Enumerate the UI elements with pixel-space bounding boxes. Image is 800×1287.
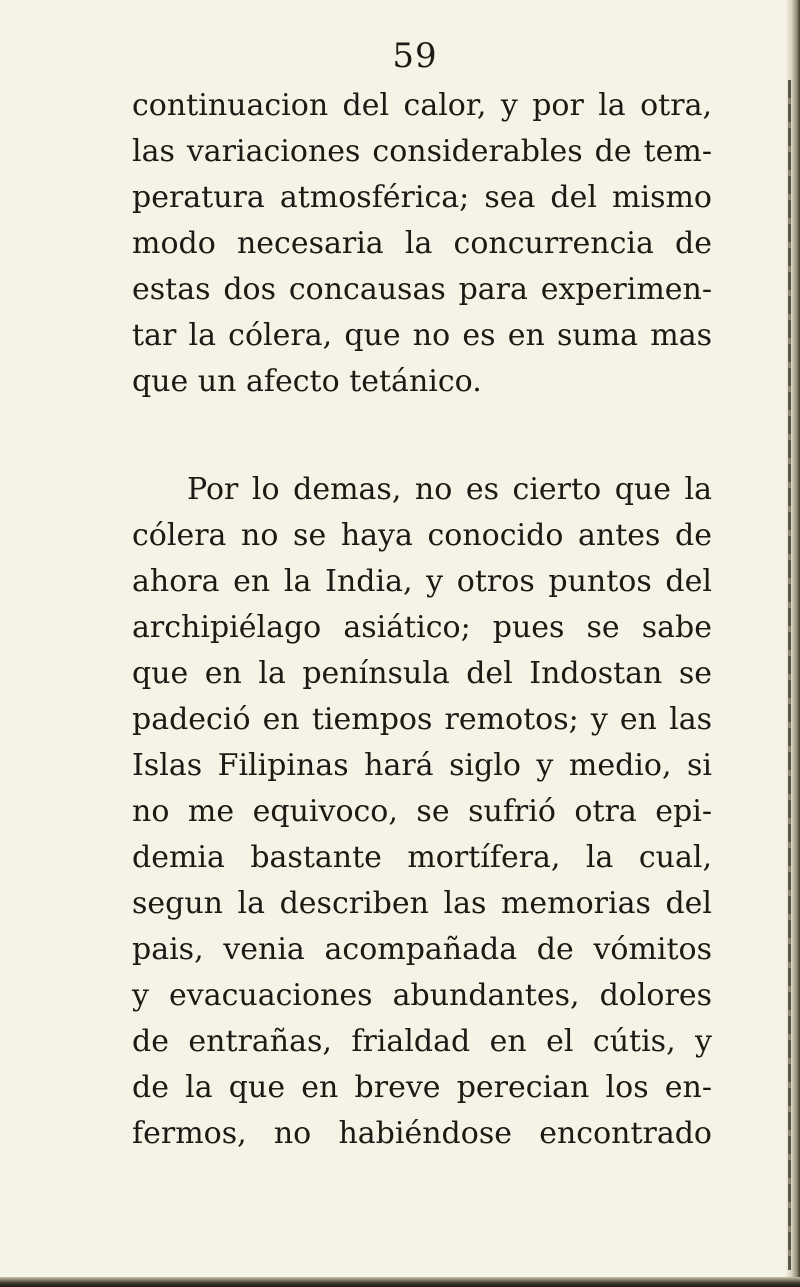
text-line: y evacuaciones abundantes, dolores bbox=[132, 978, 712, 1013]
text-line: continuacion del calor, y por la otra, bbox=[132, 88, 712, 123]
text-line: las variaciones considerables de tem- bbox=[132, 134, 712, 169]
text-line: cólera no se haya conocido antes de bbox=[132, 518, 712, 553]
text-line: peratura atmosférica; sea del mismo bbox=[132, 180, 712, 215]
text-line: archipiélago asiático; pues se sabe bbox=[132, 610, 712, 645]
binding-edge bbox=[788, 80, 791, 1270]
text-line: que un afecto tetánico. bbox=[132, 364, 482, 399]
text-line: ahora en la India, y otros puntos del bbox=[132, 564, 712, 599]
text-line: fermos, no habiéndose encontrado bbox=[132, 1116, 712, 1151]
text-line: pais, venia acompañada de vómitos bbox=[132, 932, 712, 967]
page-bottom-edge bbox=[0, 1277, 800, 1287]
text-line: segun la describen las memorias del bbox=[132, 886, 712, 921]
text-line: padeció en tiempos remotos; y en las bbox=[132, 702, 712, 737]
text-line: demia bastante mortífera, la cual, bbox=[132, 840, 712, 875]
text-line: de entrañas, frialdad en el cútis, y bbox=[132, 1024, 712, 1059]
paragraph-2 bbox=[132, 467, 712, 1157]
page-number: 59 bbox=[392, 36, 438, 76]
text-line: Islas Filipinas hará siglo y medio, si bbox=[132, 748, 712, 783]
text-line: no me equivoco, se sufrió otra epi- bbox=[132, 794, 712, 829]
body-text bbox=[132, 83, 712, 1157]
paragraph-1 bbox=[132, 83, 712, 405]
text-line: estas dos concausas para experimen- bbox=[132, 272, 712, 307]
text-line: Por lo demas, no es cierto que la bbox=[187, 472, 712, 507]
text-line: que en la península del Indostan se bbox=[132, 656, 712, 691]
text-line: tar la cólera, que no es en suma mas bbox=[132, 318, 712, 353]
text-line: modo necesaria la concurrencia de bbox=[132, 226, 712, 261]
paragraph-gap bbox=[132, 405, 712, 467]
text-line: de la que en breve perecian los en- bbox=[132, 1070, 712, 1105]
